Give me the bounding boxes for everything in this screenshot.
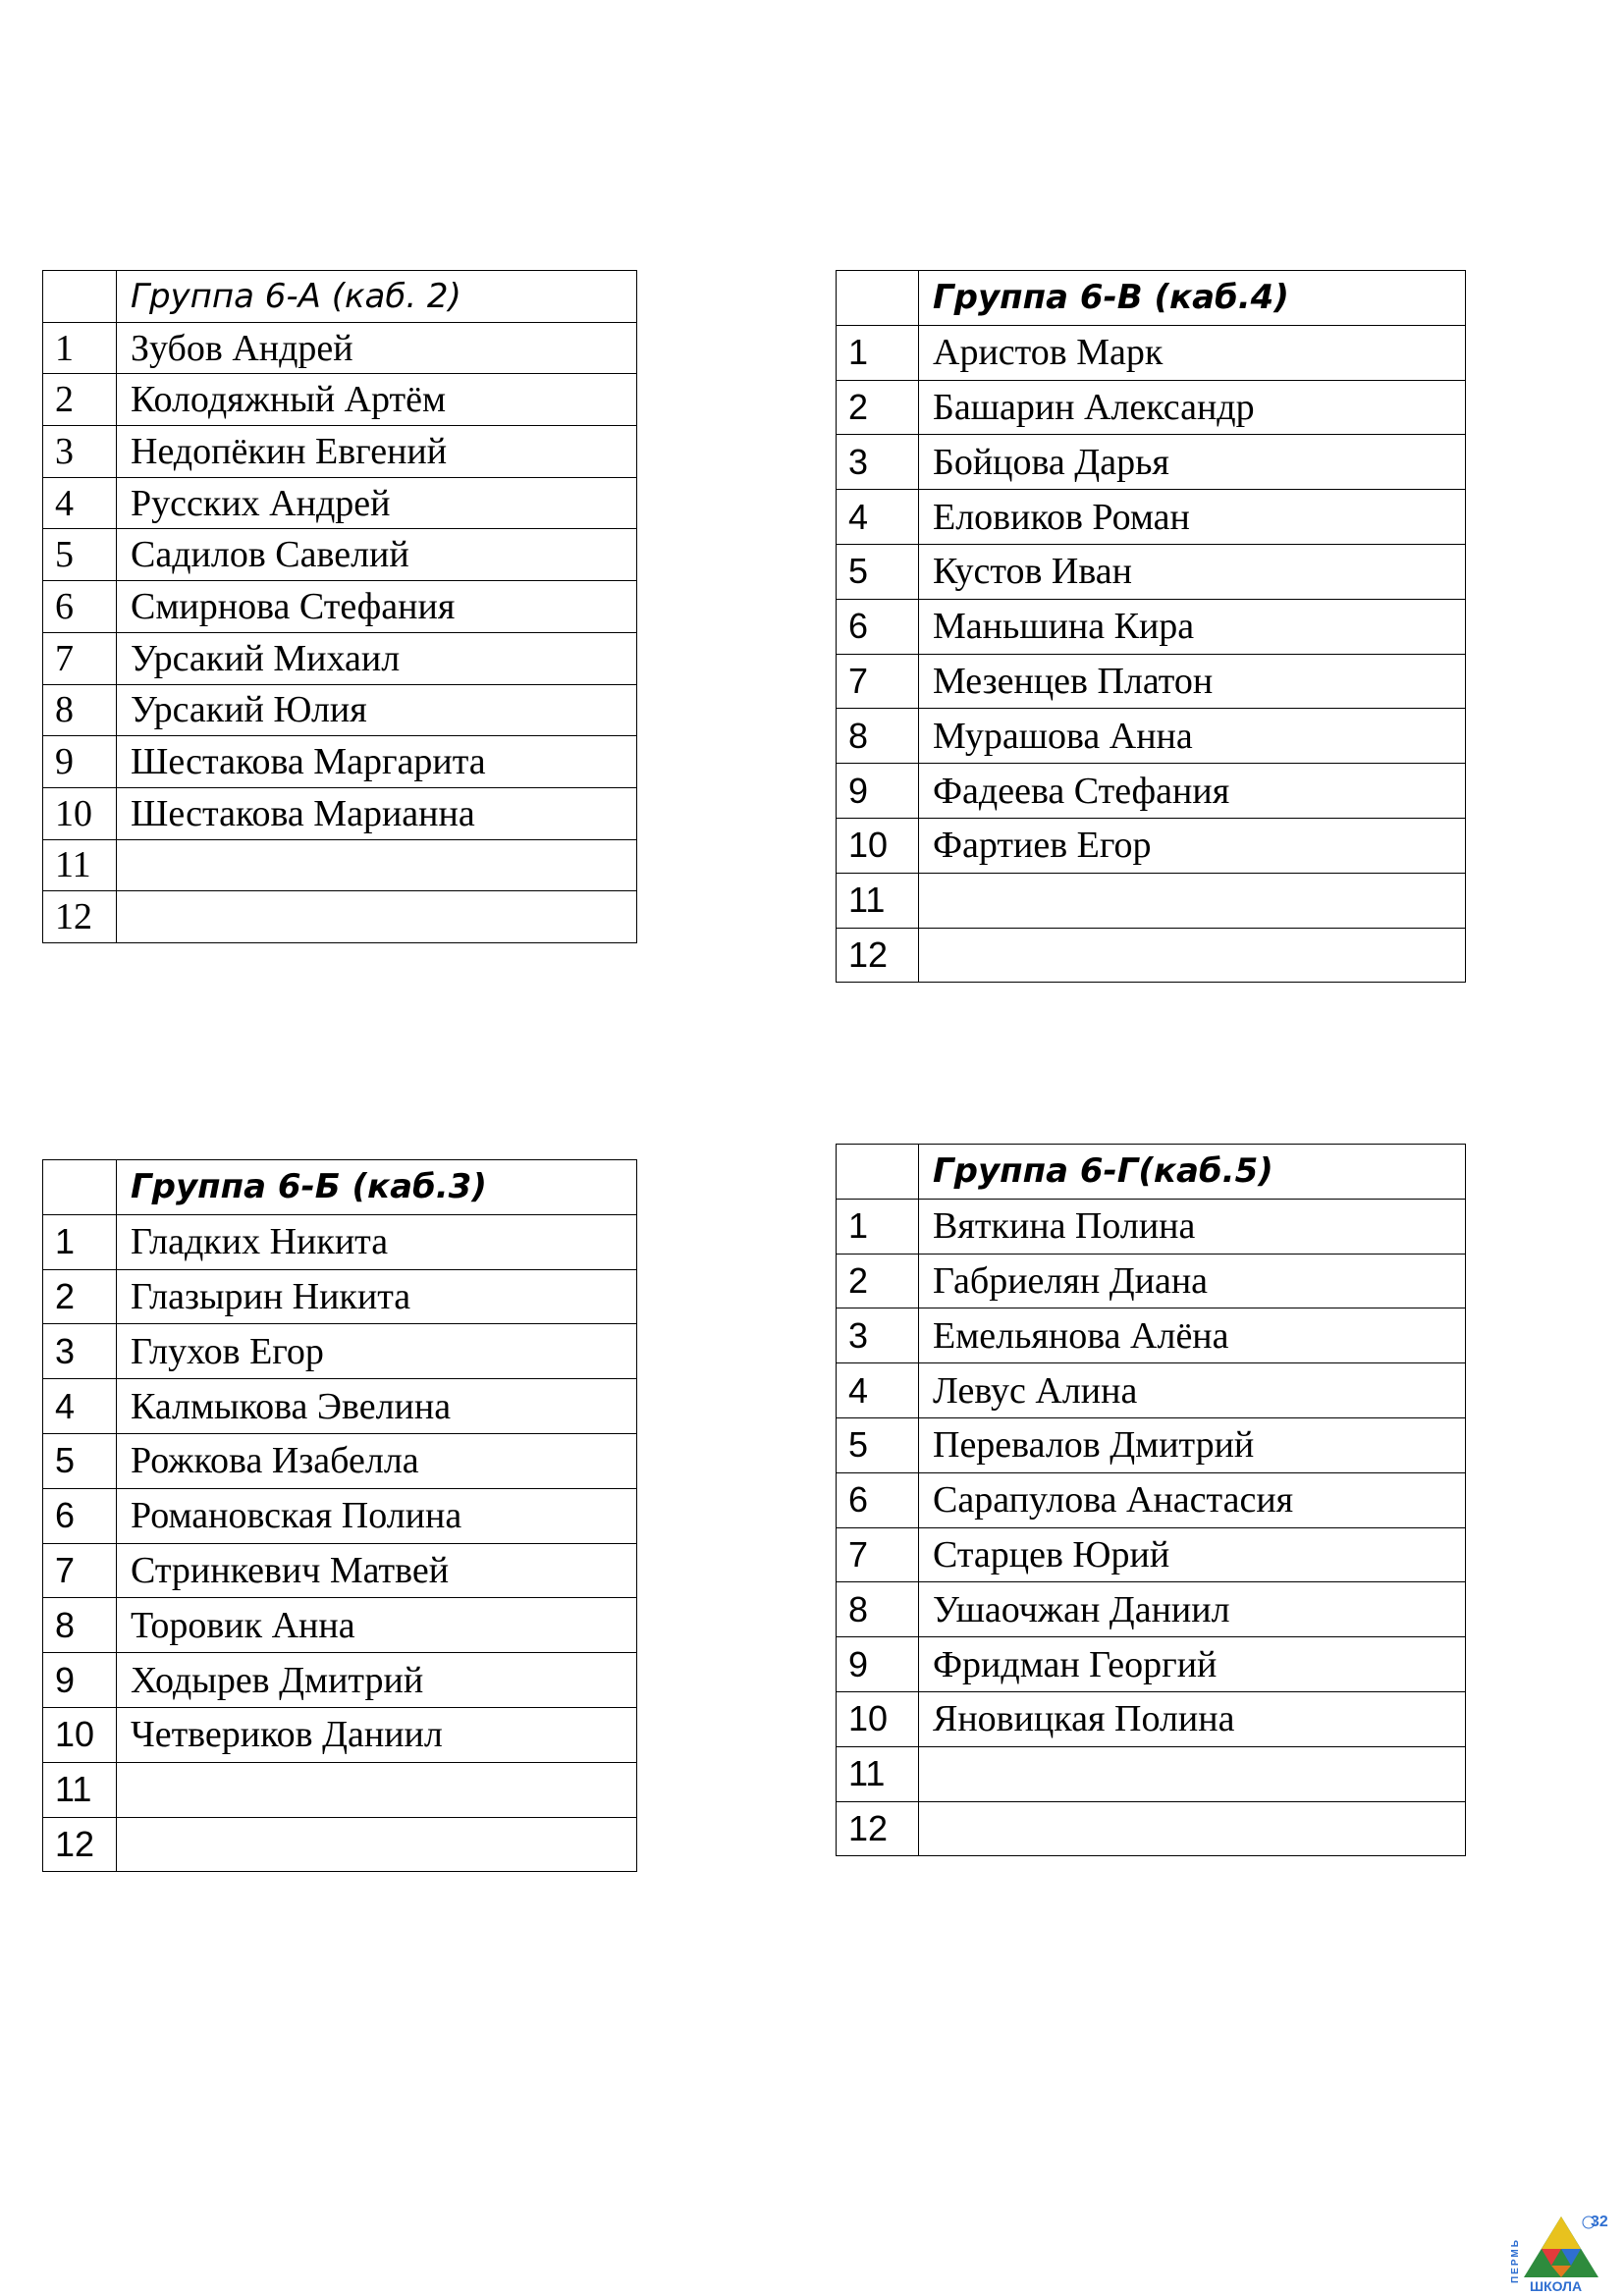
student-name bbox=[919, 873, 1466, 928]
row-number: 7 bbox=[43, 632, 117, 684]
table-row bbox=[43, 1488, 637, 1543]
row-number: 7 bbox=[837, 1527, 919, 1582]
student-name: Перевалов Дмитрий bbox=[919, 1417, 1466, 1472]
student-name: Стринкевич Матвей bbox=[117, 1543, 637, 1598]
row-number: 9 bbox=[837, 764, 919, 819]
student-name: Мезенцев Платон bbox=[919, 654, 1466, 709]
student-name: Шестакова Марианна bbox=[117, 787, 637, 839]
table-row bbox=[43, 1433, 637, 1488]
row-number: 7 bbox=[837, 654, 919, 709]
student-name: Колодяжный Артём bbox=[117, 374, 637, 426]
student-name: Фридман Георгий bbox=[919, 1637, 1466, 1692]
student-name: Левус Алина bbox=[919, 1363, 1466, 1418]
student-name: Яновицкая Полина bbox=[919, 1691, 1466, 1746]
row-number: 11 bbox=[837, 873, 919, 928]
row-number: 4 bbox=[837, 1363, 919, 1418]
header-number-cell bbox=[837, 271, 919, 326]
row-number: 6 bbox=[837, 1472, 919, 1527]
student-name: Гладких Никита bbox=[117, 1214, 637, 1269]
table-row bbox=[43, 1379, 637, 1434]
table-row bbox=[837, 1308, 1466, 1363]
row-number: 11 bbox=[837, 1746, 919, 1801]
row-number: 9 bbox=[43, 1653, 117, 1708]
row-number: 9 bbox=[837, 1637, 919, 1692]
student-name bbox=[919, 1746, 1466, 1801]
row-number: 12 bbox=[837, 1801, 919, 1856]
table-row bbox=[43, 1762, 637, 1817]
table-row bbox=[837, 1472, 1466, 1527]
table-row bbox=[837, 435, 1466, 490]
row-number: 6 bbox=[43, 581, 117, 633]
student-name: Четвериков Даниил bbox=[117, 1707, 637, 1762]
row-number: 9 bbox=[43, 736, 117, 788]
student-name: Аристов Марк bbox=[919, 325, 1466, 380]
student-name: Глухов Егор bbox=[117, 1324, 637, 1379]
student-name: Емельянова Алёна bbox=[919, 1308, 1466, 1363]
group-title: Группа 6-А (каб. 2) bbox=[117, 271, 637, 323]
row-number: 1 bbox=[43, 1214, 117, 1269]
student-name: Недопёкин Евгений bbox=[117, 426, 637, 478]
student-name: Шестакова Маргарита bbox=[117, 736, 637, 788]
student-name: Зубов Андрей bbox=[117, 322, 637, 374]
row-number: 10 bbox=[43, 787, 117, 839]
row-number: 8 bbox=[43, 684, 117, 736]
row-number: 8 bbox=[837, 709, 919, 764]
student-name: Русских Андрей bbox=[117, 477, 637, 529]
school-logo bbox=[1512, 2207, 1610, 2293]
student-name: Габриелян Диана bbox=[919, 1254, 1466, 1308]
table-row bbox=[837, 1746, 1466, 1801]
group-6g-table bbox=[836, 1144, 1466, 1856]
student-name bbox=[117, 891, 637, 943]
table-row bbox=[837, 873, 1466, 928]
table-header-row bbox=[43, 271, 637, 323]
row-number: 11 bbox=[43, 839, 117, 891]
row-number: 11 bbox=[43, 1762, 117, 1817]
logo-number: 32 bbox=[1591, 2214, 1608, 2230]
table-header-row bbox=[837, 1145, 1466, 1200]
table-row bbox=[43, 426, 637, 478]
table-row bbox=[837, 1254, 1466, 1308]
student-name: Кустов Иван bbox=[919, 544, 1466, 599]
student-name: Рожкова Изабелла bbox=[117, 1433, 637, 1488]
table-row bbox=[837, 325, 1466, 380]
table-row bbox=[43, 787, 637, 839]
row-number: 12 bbox=[837, 928, 919, 983]
row-number: 6 bbox=[837, 599, 919, 654]
table-row bbox=[837, 380, 1466, 435]
row-number: 4 bbox=[43, 1379, 117, 1434]
row-number: 4 bbox=[43, 477, 117, 529]
table-row bbox=[837, 599, 1466, 654]
student-name: Глазырин Никита bbox=[117, 1269, 637, 1324]
table-row bbox=[43, 581, 637, 633]
table-row bbox=[837, 1691, 1466, 1746]
student-name bbox=[919, 1801, 1466, 1856]
row-number: 2 bbox=[43, 1269, 117, 1324]
table-row bbox=[43, 322, 637, 374]
table-row bbox=[837, 1417, 1466, 1472]
student-name: Ходырев Дмитрий bbox=[117, 1653, 637, 1708]
header-number-cell bbox=[43, 271, 117, 323]
table-row bbox=[43, 1598, 637, 1653]
student-name: Вяткина Полина bbox=[919, 1199, 1466, 1254]
row-number: 8 bbox=[837, 1582, 919, 1637]
row-number: 1 bbox=[43, 322, 117, 374]
student-name: Сарапулова Анастасия bbox=[919, 1472, 1466, 1527]
row-number: 1 bbox=[837, 1199, 919, 1254]
table-row bbox=[837, 1527, 1466, 1582]
table-row bbox=[837, 1801, 1466, 1856]
row-number: 5 bbox=[837, 544, 919, 599]
table-row bbox=[43, 684, 637, 736]
student-name bbox=[117, 1762, 637, 1817]
row-number: 2 bbox=[837, 380, 919, 435]
student-name: Бойцова Дарья bbox=[919, 435, 1466, 490]
table-row bbox=[43, 374, 637, 426]
table-row bbox=[43, 1707, 637, 1762]
student-name: Башарин Александр bbox=[919, 380, 1466, 435]
row-number: 5 bbox=[43, 529, 117, 581]
table-row bbox=[837, 928, 1466, 983]
row-number: 6 bbox=[43, 1488, 117, 1543]
logo-side-text: ПЕРМЬ bbox=[1510, 2238, 1521, 2283]
row-number: 12 bbox=[43, 1817, 117, 1872]
group-6a-table bbox=[42, 270, 637, 943]
row-number: 5 bbox=[43, 1433, 117, 1488]
table-row bbox=[43, 736, 637, 788]
table-row bbox=[43, 1653, 637, 1708]
row-number: 3 bbox=[43, 426, 117, 478]
table-row bbox=[43, 891, 637, 943]
student-name: Мурашова Анна bbox=[919, 709, 1466, 764]
table-row bbox=[43, 1269, 637, 1324]
row-number: 8 bbox=[43, 1598, 117, 1653]
table-row bbox=[43, 1817, 637, 1872]
table-row bbox=[837, 544, 1466, 599]
row-number: 7 bbox=[43, 1543, 117, 1598]
table-row bbox=[43, 839, 637, 891]
group-title: Группа 6-Г(каб.5) bbox=[919, 1145, 1466, 1200]
row-number: 1 bbox=[837, 325, 919, 380]
student-name: Романовская Полина bbox=[117, 1488, 637, 1543]
row-number: 3 bbox=[837, 1308, 919, 1363]
student-name: Садилов Савелий bbox=[117, 529, 637, 581]
student-name: Маньшина Кира bbox=[919, 599, 1466, 654]
table-row bbox=[43, 1543, 637, 1598]
table-row bbox=[837, 1582, 1466, 1637]
group-title: Группа 6-В (каб.4) bbox=[919, 271, 1466, 326]
table-row bbox=[43, 529, 637, 581]
table-row bbox=[837, 490, 1466, 545]
row-number: 3 bbox=[43, 1324, 117, 1379]
row-number: 5 bbox=[837, 1417, 919, 1472]
table-row bbox=[837, 1637, 1466, 1692]
student-name bbox=[919, 928, 1466, 983]
student-name: Урсакий Юлия bbox=[117, 684, 637, 736]
group-6b-table bbox=[42, 1159, 637, 1872]
student-name bbox=[117, 839, 637, 891]
student-name: Ушаочжан Даниил bbox=[919, 1582, 1466, 1637]
header-number-cell bbox=[43, 1160, 117, 1215]
table-row bbox=[837, 818, 1466, 873]
student-name: Еловиков Роман bbox=[919, 490, 1466, 545]
group-6v-table bbox=[836, 270, 1466, 983]
header-number-cell bbox=[837, 1145, 919, 1200]
student-name: Старцев Юрий bbox=[919, 1527, 1466, 1582]
table-row bbox=[837, 764, 1466, 819]
student-name: Смирнова Стефания bbox=[117, 581, 637, 633]
table-row bbox=[43, 632, 637, 684]
table-row bbox=[43, 477, 637, 529]
table-row bbox=[837, 1363, 1466, 1418]
student-name bbox=[117, 1817, 637, 1872]
student-name: Торовик Анна bbox=[117, 1598, 637, 1653]
table-row bbox=[43, 1324, 637, 1379]
table-row bbox=[43, 1214, 637, 1269]
row-number: 10 bbox=[43, 1707, 117, 1762]
table-row bbox=[837, 709, 1466, 764]
table-row bbox=[837, 1199, 1466, 1254]
group-title: Группа 6-Б (каб.3) bbox=[117, 1160, 637, 1215]
table-header-row bbox=[837, 271, 1466, 326]
student-name: Калмыкова Эвелина bbox=[117, 1379, 637, 1434]
row-number: 2 bbox=[43, 374, 117, 426]
row-number: 4 bbox=[837, 490, 919, 545]
student-name: Фартиев Егор bbox=[919, 818, 1466, 873]
row-number: 12 bbox=[43, 891, 117, 943]
row-number: 2 bbox=[837, 1254, 919, 1308]
student-name: Фадеева Стефания bbox=[919, 764, 1466, 819]
row-number: 3 bbox=[837, 435, 919, 490]
table-row bbox=[837, 654, 1466, 709]
student-name: Урсакий Михаил bbox=[117, 632, 637, 684]
row-number: 10 bbox=[837, 1691, 919, 1746]
table-header-row bbox=[43, 1160, 637, 1215]
logo-bottom-text: ШКОЛА bbox=[1530, 2278, 1583, 2294]
row-number: 10 bbox=[837, 818, 919, 873]
